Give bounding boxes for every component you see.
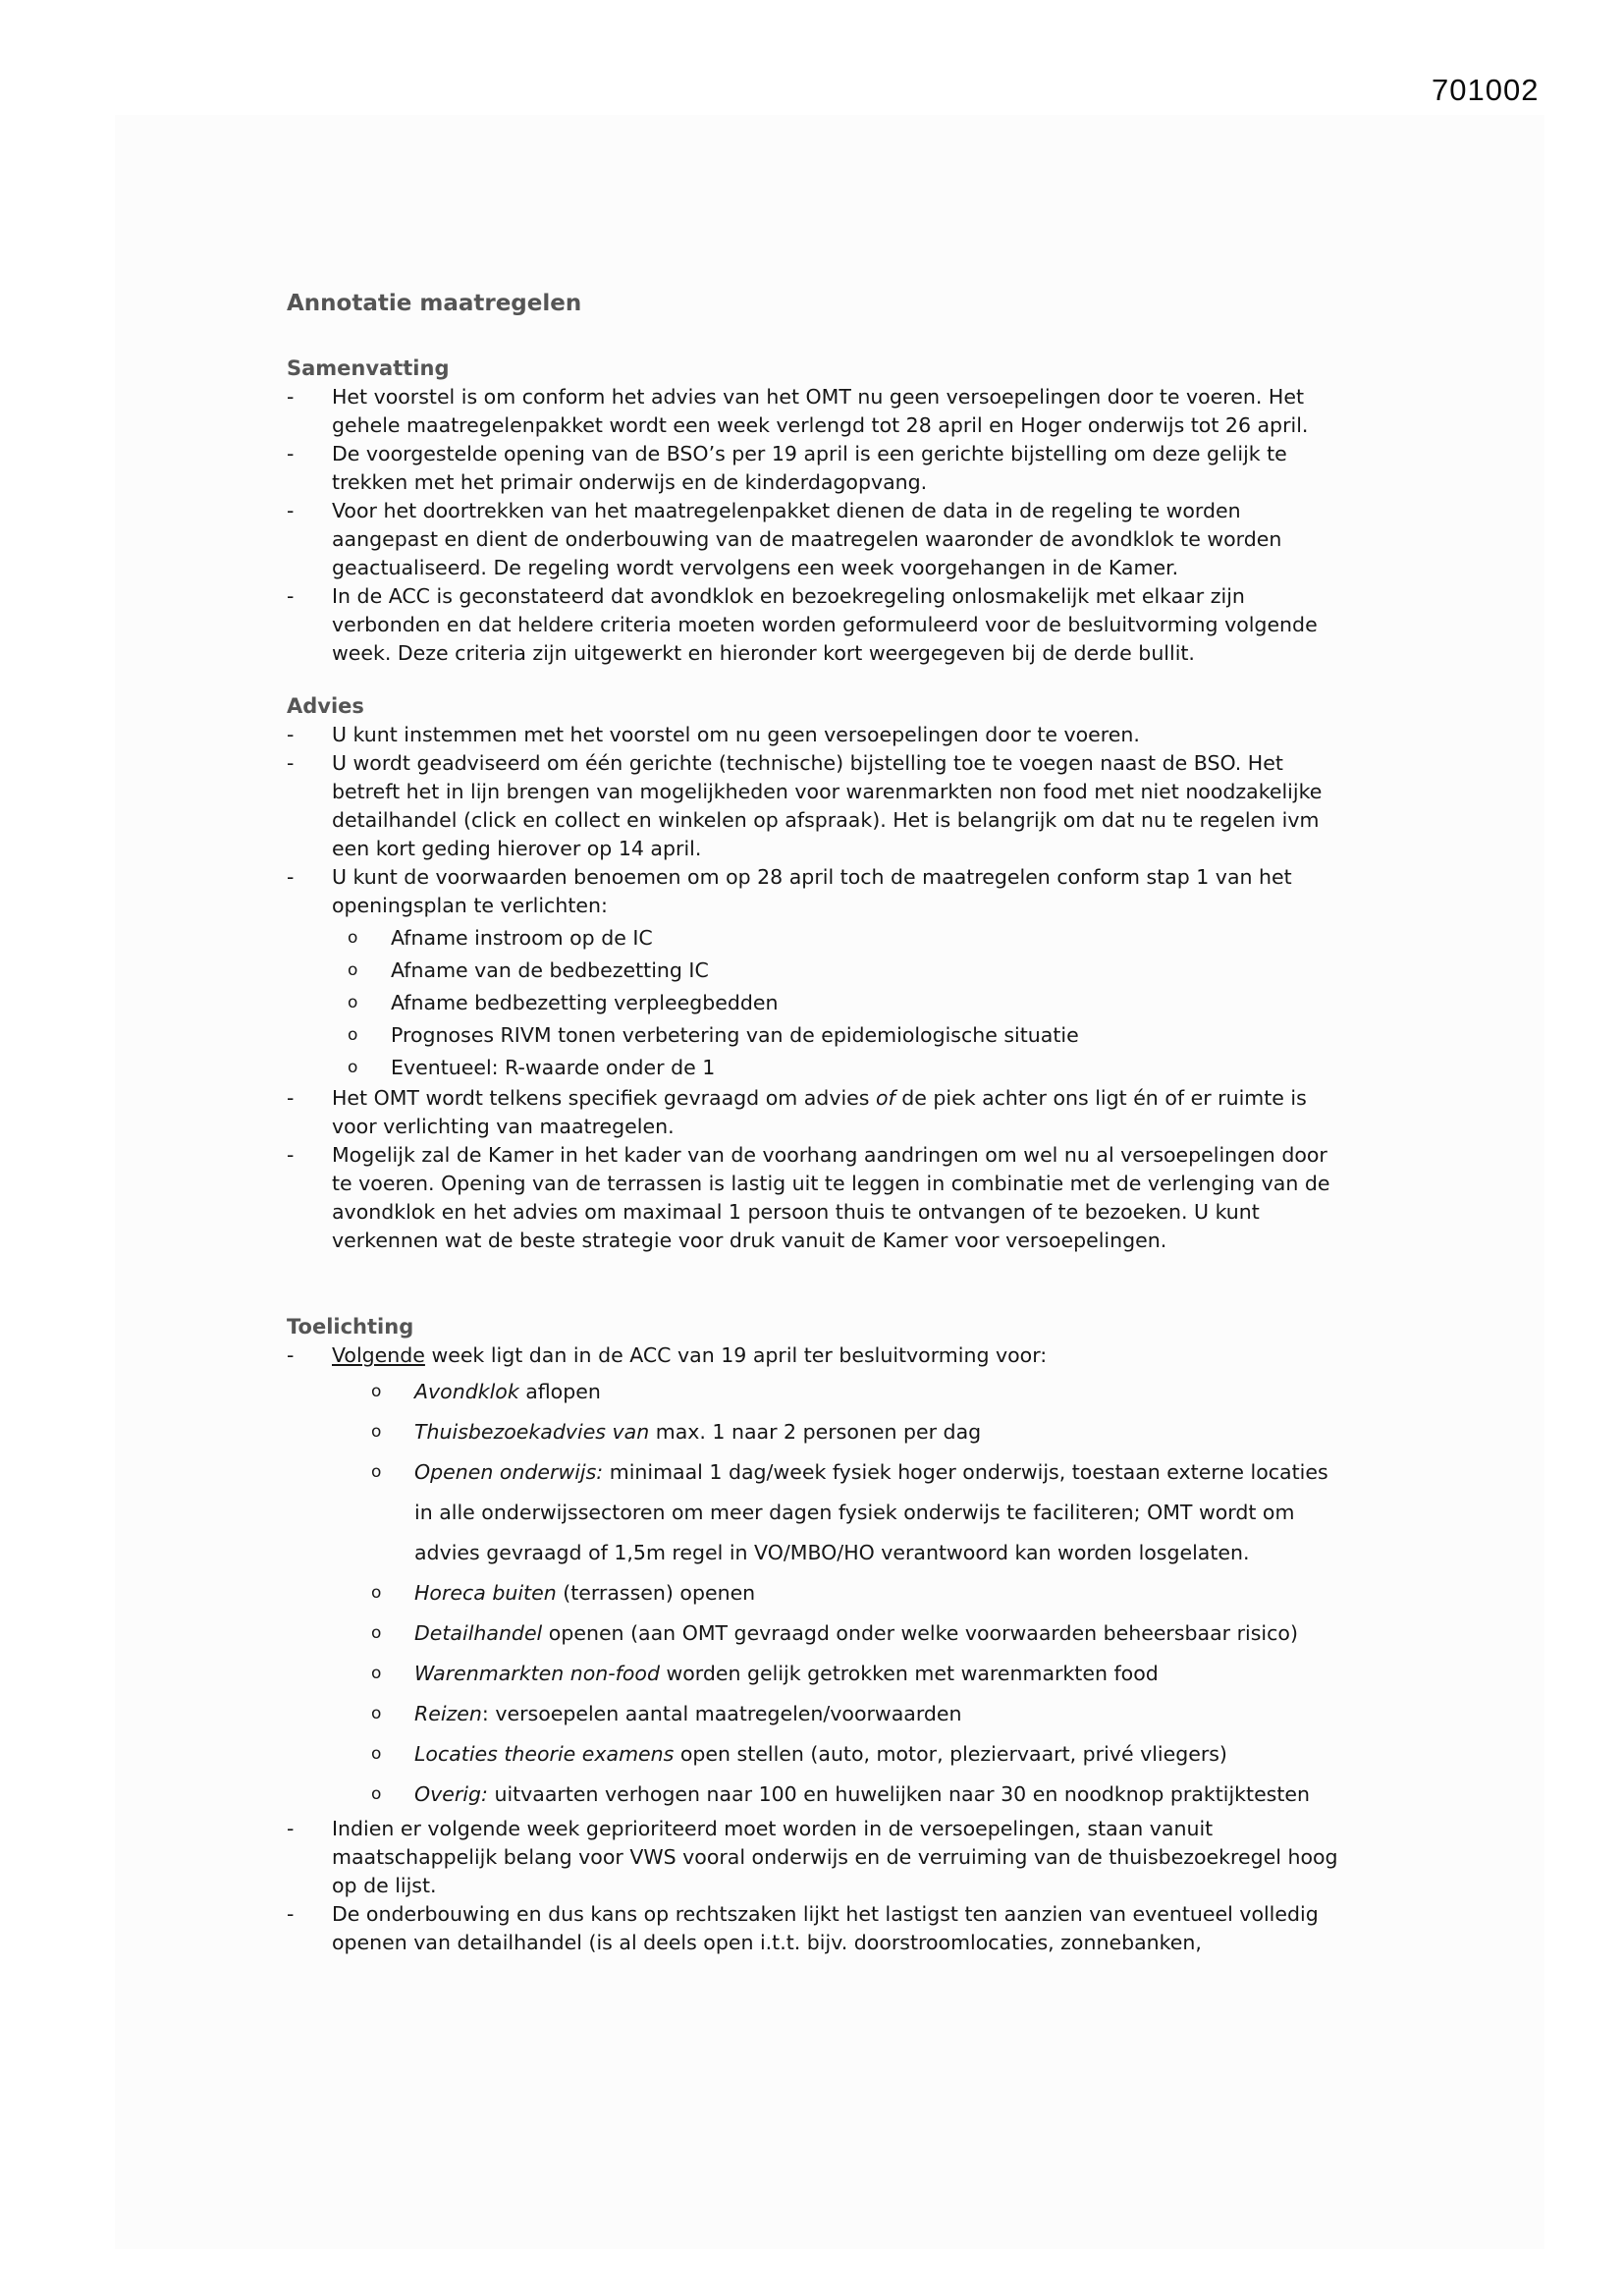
list-item-text: U wordt geadviseerd om één gerichte (technische) bijstelling toe te voegen naast de BSO. Het betreft het in lijn brengen van mogelijkheden voor warenmarkten non food met niet noodzakelijke detailhandel (click en collect en winkelen op afspraak). Het is belangrijk om dat nu te regelen ivm een kort geding hierover op 14 april. xyxy=(332,751,1323,860)
list-item-text: Horeca buiten (terrassen) openen xyxy=(414,1581,756,1605)
list-item-text: Thuisbezoekadvies van max. 1 naar 2 personen per dag xyxy=(414,1420,982,1444)
list-item xyxy=(371,1573,1352,1613)
circle-bullet: o xyxy=(371,1704,382,1723)
list-item xyxy=(371,1734,1352,1775)
list-item xyxy=(287,497,1352,582)
circle-bullet: o xyxy=(371,1583,382,1603)
list-item-text: Afname van de bedbezetting IC xyxy=(391,958,709,982)
page-number: 701002 xyxy=(1432,73,1540,107)
circle-bullet: o xyxy=(348,993,358,1012)
list-item-text: In de ACC is geconstateerd dat avondklok en bezoekregeling onlosmakelijk met elkaar zijn verbonden en dat heldere criteria moeten worden geformuleerd voor de besluitvorming volgende week. Deze criteria zijn uitgewerkt en hieronder kort weergegeven bij de derde bullit. xyxy=(332,584,1318,665)
circle-bullet: o xyxy=(371,1664,382,1683)
list-item-text: Prognoses RIVM tonen verbetering van de epidemiologische situatie xyxy=(391,1023,1079,1047)
dash-bullet: - xyxy=(287,1817,295,1840)
list-item xyxy=(371,1372,1352,1412)
circle-bullet: o xyxy=(371,1744,382,1764)
dash-bullet: - xyxy=(287,723,295,746)
list-item xyxy=(348,1052,1352,1084)
circle-bullet: o xyxy=(348,1058,358,1077)
list-item xyxy=(371,1775,1352,1815)
circle-bullet: o xyxy=(371,1623,382,1643)
list-item-text: Indien er volgende week geprioriteerd moet worden in de versoepelingen, staan vanuit maatschappelijk belang voor VWS vooral onderwijs en de verruiming van de thuisbezoekregel hoog op de lijst. xyxy=(332,1817,1338,1897)
dash-bullet: - xyxy=(287,751,295,775)
list-item-text: Eventueel: R-waarde onder de 1 xyxy=(391,1056,716,1079)
samenvatting-list xyxy=(287,383,1352,668)
circle-bullet: o xyxy=(371,1382,382,1401)
list-item xyxy=(287,749,1352,863)
section-heading-samenvatting: Samenvatting xyxy=(287,356,450,380)
list-item xyxy=(287,1141,1352,1255)
list-item-text: Het voorstel is om conform het advies van het OMT nu geen versoepelingen door te voeren. Het gehele maatregelenpakket wordt een week verlengd tot 28 april en Hoger onderwijs tot 26 april. xyxy=(332,385,1309,437)
circle-bullet: o xyxy=(371,1422,382,1442)
list-item-text: Mogelijk zal de Kamer in het kader van de voorhang aandringen om wel nu al versoepelingen door te voeren. Opening van de terrassen is lastig uit te leggen in combinatie met de verlenging van de avondklok en het advies om maximaal 1 persoon thuis te ontvangen of te bezoeken. U kunt verkennen wat de beste strategie voor druk vanuit de Kamer voor versoepelingen. xyxy=(332,1143,1330,1252)
list-item-text: Locaties theorie examens open stellen (auto, motor, pleziervaart, privé vliegers) xyxy=(414,1742,1227,1766)
list-item-text: Warenmarkten non-food worden gelijk getrokken met warenmarkten food xyxy=(414,1662,1159,1685)
list-item xyxy=(371,1613,1352,1654)
list-item-text: Afname bedbezetting verpleegbedden xyxy=(391,991,779,1014)
toelichting-list xyxy=(287,1341,1352,1957)
sub-list xyxy=(348,922,1352,1084)
circle-bullet: o xyxy=(371,1462,382,1482)
list-item-text: Voor het doortrekken van het maatregelenpakket dienen de data in de regeling te worden aangepast en dient de onderbouwing van de maatregelen waaronder de avondklok te worden geactualiseerd. De regeling wordt vervolgens een week voorgehangen in de Kamer. xyxy=(332,499,1282,579)
list-item-text: Het OMT wordt telkens specifiek gevraagd om advies of de piek achter ons ligt én of er ruimte is voor verlichting van maatregelen. xyxy=(332,1086,1307,1138)
section-samenvatting xyxy=(287,354,1352,668)
list-item xyxy=(371,1654,1352,1694)
document-title: Annotatie maatregelen xyxy=(287,291,582,316)
dash-bullet: - xyxy=(287,442,295,465)
advies-list xyxy=(287,721,1352,1255)
section-toelichting xyxy=(287,1312,1352,1957)
circle-bullet: o xyxy=(348,928,358,948)
list-item-text: Overig: uitvaarten verhogen naar 100 en huwelijken naar 30 en noodknop praktijktesten xyxy=(414,1782,1311,1806)
circle-bullet: o xyxy=(348,960,358,980)
list-item-text: Reizen: versoepelen aantal maatregelen/voorwaarden xyxy=(414,1702,962,1725)
list-item xyxy=(287,1341,1352,1815)
list-item xyxy=(371,1412,1352,1452)
list-item xyxy=(287,1900,1352,1957)
dash-bullet: - xyxy=(287,499,295,522)
list-item xyxy=(348,987,1352,1019)
circle-bullet: o xyxy=(348,1025,358,1045)
list-item-text: Afname instroom op de IC xyxy=(391,926,653,950)
list-item-text: De onderbouwing en dus kans op rechtszaken lijkt het lastigst ten aanzien van eventueel volledig openen van detailhandel (is al deels open i.t.t. bijv. doorstroomlocaties, zonnebanken, xyxy=(332,1902,1319,1954)
list-item-text: U kunt de voorwaarden benoemen om op 28 april toch de maatregelen conform stap 1 van het openingsplan te verlichten: o Afname instroom op de IC o Afname van de bedbezetting IC o Afname bedbezetting verpleegbedden o Prognoses RIVM tonen verbetering van de epidemiologische situatie o Eventueel: R-waarde onder de 1 xyxy=(332,863,1352,1084)
list-item xyxy=(371,1452,1352,1573)
list-item-text: U kunt instemmen met het voorstel om nu geen versoepelingen door te voeren. xyxy=(332,723,1140,746)
dash-bullet: - xyxy=(287,385,295,409)
circle-bullet: o xyxy=(371,1784,382,1804)
section-advies xyxy=(287,691,1352,1255)
list-item-text: Detailhandel openen (aan OMT gevraagd onder welke voorwaarden beheersbaar risico) xyxy=(414,1621,1298,1645)
list-item-text: Avondklok aflopen xyxy=(414,1380,601,1403)
sub-list xyxy=(371,1372,1352,1815)
list-item xyxy=(287,1815,1352,1900)
page-content xyxy=(287,289,1352,1957)
dash-bullet: - xyxy=(287,1902,295,1926)
dash-bullet: - xyxy=(287,1143,295,1167)
list-item-text: De voorgestelde opening van de BSO’s per 19 april is een gerichte bijstelling om deze gelijk te trekken met het primair onderwijs en de kinderdagopvang. xyxy=(332,442,1287,494)
list-item xyxy=(371,1694,1352,1734)
list-item-text: Openen onderwijs: minimaal 1 dag/week fysiek hoger onderwijs, toestaan externe locaties in alle onderwijssectoren om meer dagen fysiek onderwijs te faciliteren; OMT wordt om advies gevraagd of 1,5m regel in VO/MBO/HO verantwoord kan worden losgelaten. xyxy=(414,1460,1328,1564)
list-item xyxy=(287,440,1352,497)
dash-bullet: - xyxy=(287,584,295,608)
list-item xyxy=(287,383,1352,440)
dash-bullet: - xyxy=(287,1343,295,1367)
section-heading-toelichting: Toelichting xyxy=(287,1315,414,1339)
list-item xyxy=(287,582,1352,668)
list-item xyxy=(287,863,1352,1084)
list-item xyxy=(287,1084,1352,1141)
list-item-text: Volgende week ligt dan in de ACC van 19 april ter besluitvorming voor: o Avondklok aflopen o Thuisbezoekadvies van max. 1 naar 2 personen per dag o Openen onderwijs: minimaal 1 dag/week fysiek hoger onderwijs, toestaan externe locaties in alle onderwijssectoren om meer dagen fysiek onderwijs te faciliteren; OMT wordt om advies gevraagd of 1,5m regel in VO/MBO/HO verantwoord kan worden losgelaten. o Horeca buiten (terrassen) openen o Detailhandel openen (aan OMT gevraagd onder welke voorwaarden beheersbaar risico) o Warenmarkten non-food worden gelijk getrokken met warenmarkten food o Reizen: versoepelen aantal maatregelen/voorwaarden o Locaties theorie examens open stellen (auto, motor, pleziervaart, privé vliegers) o Overig: uitvaarten verhogen naar 100 en huwelijken naar 30 en noodknop praktijktesten xyxy=(332,1341,1352,1815)
dash-bullet: - xyxy=(287,1086,295,1110)
dash-bullet: - xyxy=(287,865,295,889)
section-heading-advies: Advies xyxy=(287,694,364,718)
list-item xyxy=(348,1019,1352,1052)
list-item xyxy=(287,721,1352,749)
list-item xyxy=(348,955,1352,987)
list-item xyxy=(348,922,1352,955)
